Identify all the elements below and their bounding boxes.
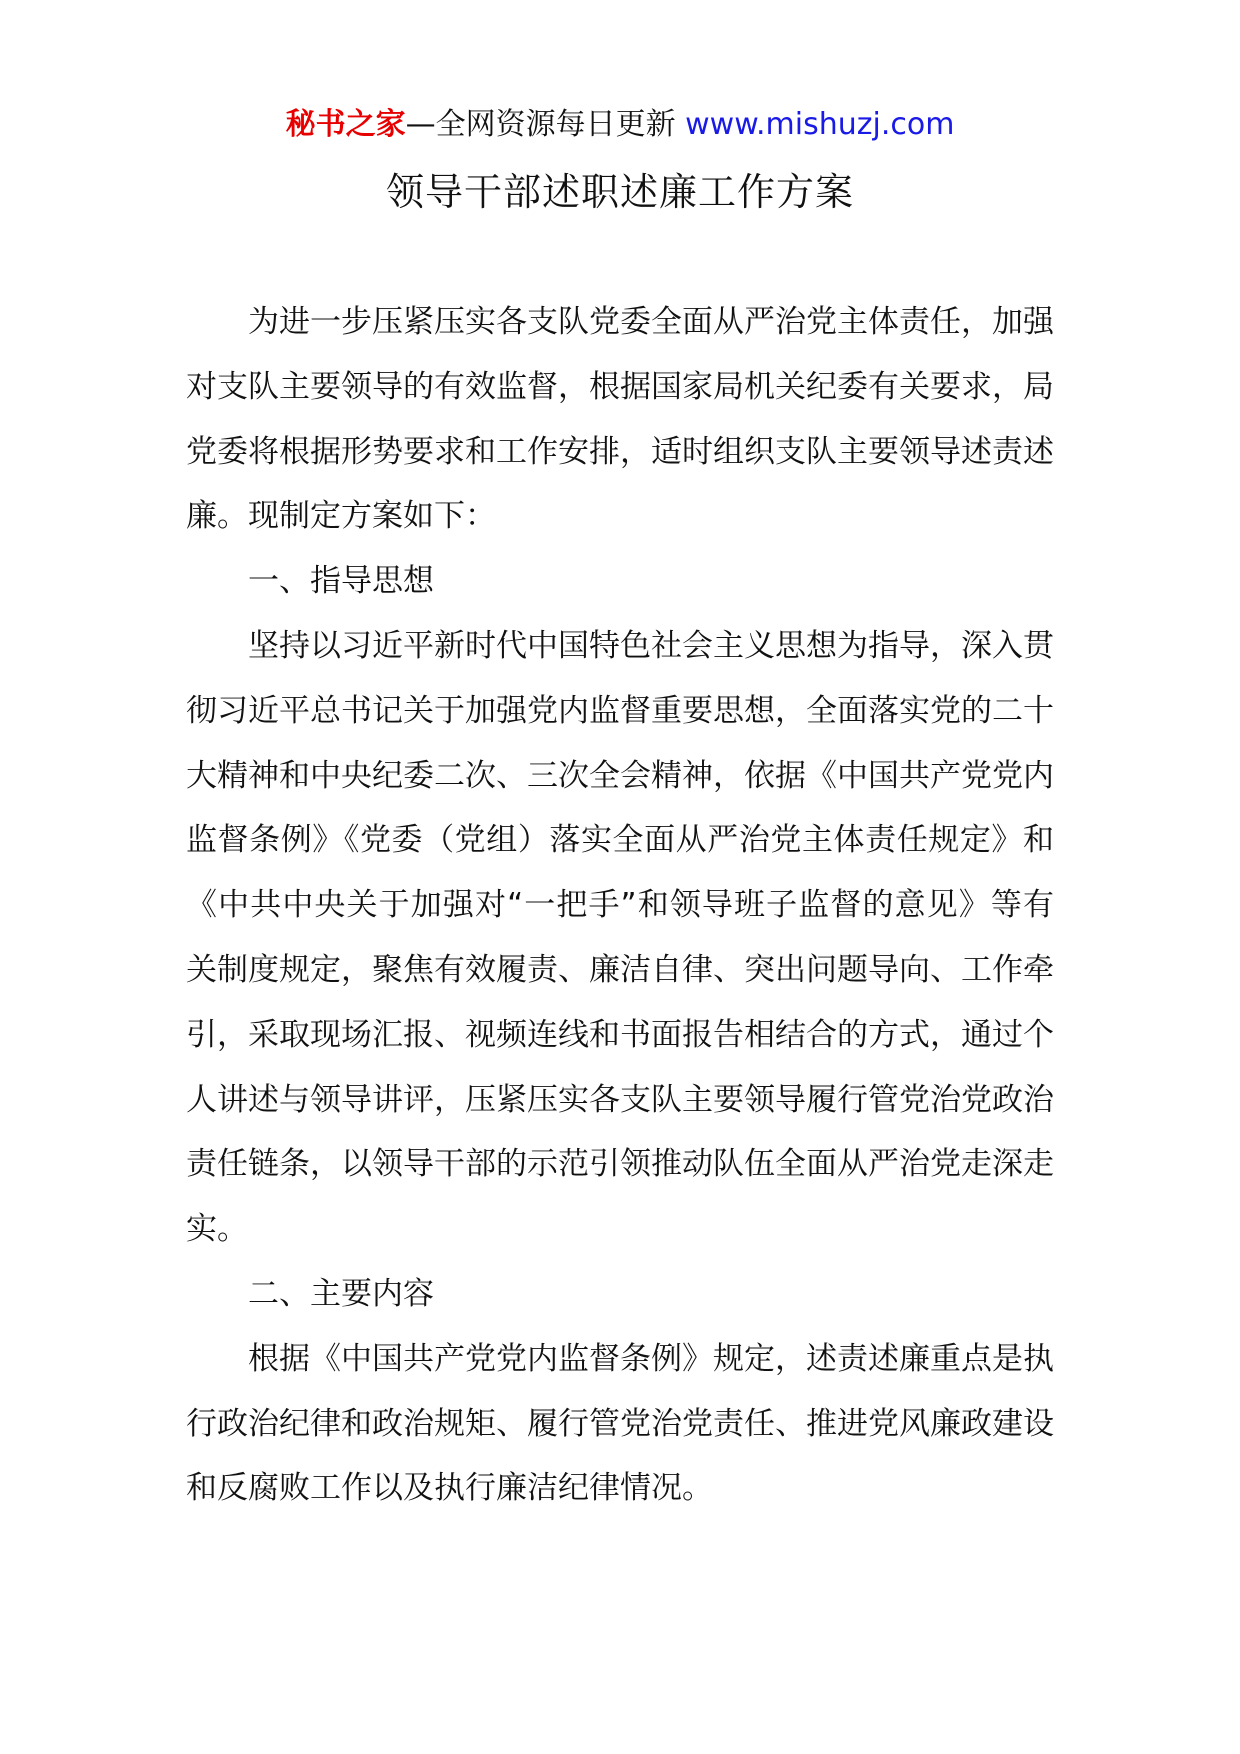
- paragraph-intro: 为进一步压紧压实各支队党委全面从严治党主体责任，加强对支队主要领导的有效监督，根据国家局机关纪委有关要求，局党委将根据形势要求和工作安排，适时组织支队主要领导述责述廉。现制定方案如下：: [186, 304, 1054, 535]
- site-header: [0, 100, 1240, 150]
- paragraph-main-content: 根据《中国共产党党内监督条例》规定，述责述廉重点是执行政治纪律和政治规矩、履行管党治党责任、推进党风廉政建设和反腐败工作以及执行廉洁纪律情况。: [186, 1340, 1054, 1507]
- section-heading-main-content: 二、主要内容: [248, 1275, 434, 1312]
- document-body: [186, 290, 1054, 1521]
- site-url: www.mishuzj.com: [685, 107, 955, 142]
- document-title: 领导干部述职述廉工作方案: [385, 170, 854, 214]
- section-heading-guiding-thought: 一、指导思想: [248, 563, 434, 600]
- paragraph-guiding-thought: 坚持以习近平新时代中国特色社会主义思想为指导，深入贯彻习近平总书记关于加强党内监督重要思想，全面落实党的二十大精神和中央纪委二次、三次全会精神，依据《中国共产党党内监督条例》《党委（党组）落实全面从严治党主体责任规定》和《中共中央关于加强对“一把手”和领导班子监督的意见》等有关制度规定，聚焦有效履责、廉洁自律、突出问题导向、工作牵引，采取现场汇报、视频连线和书面报告相结合的方式，通过个人讲述与领导讲评，压紧压实各支队主要领导履行管党治党政治责任链条，以领导干部的示范引领推动队伍全面从严治党走深走实。: [186, 627, 1054, 1248]
- site-brand: 秘书之家: [285, 107, 406, 142]
- site-slogan: —全网资源每日更新: [405, 107, 676, 142]
